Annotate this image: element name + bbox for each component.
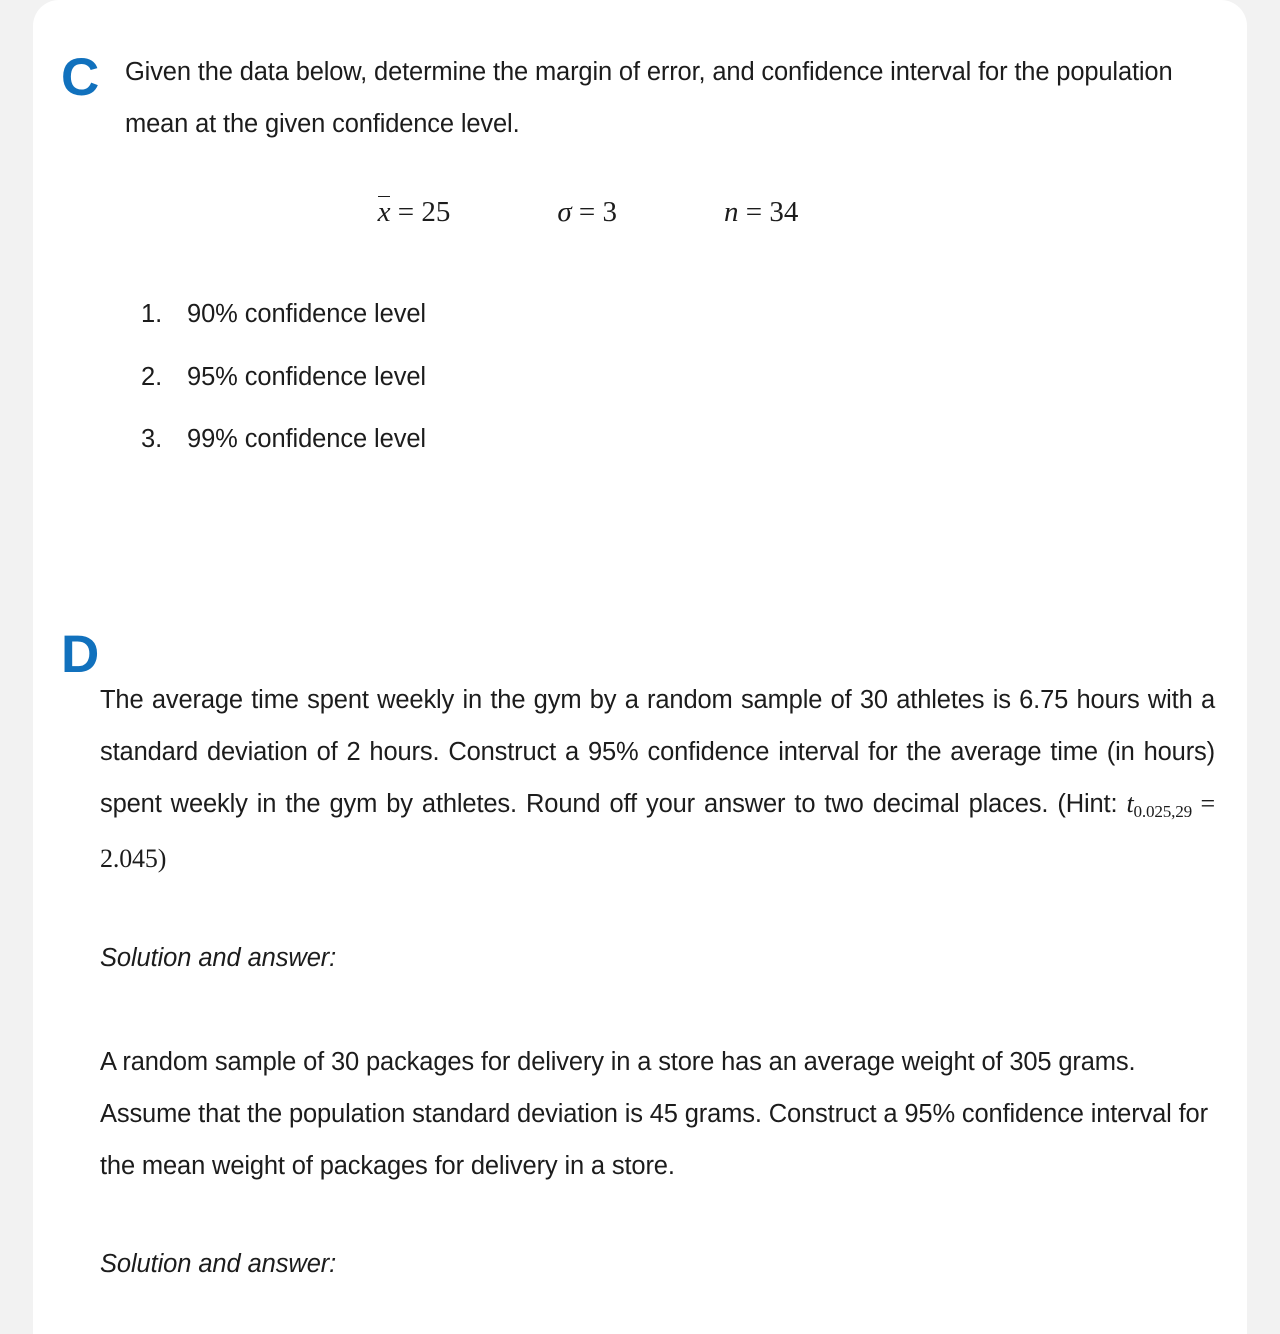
sigma-symbol: σ <box>557 196 572 228</box>
list-item-label: 90% confidence level <box>187 300 426 328</box>
sample-mean-equation: = 25 <box>397 196 451 228</box>
list-item <box>141 427 426 453</box>
solution-label-problem-2: Solution and answer: <box>100 1250 337 1278</box>
list-item-label: 95% confidence level <box>187 362 426 391</box>
confidence-level-list <box>141 302 426 490</box>
hint-t-value: = 2.045) <box>100 789 1215 873</box>
solution-label-problem-1: Solution and answer: <box>100 944 337 972</box>
n-equation: = 34 <box>745 196 799 228</box>
list-item-label: 99% confidence level <box>187 425 426 453</box>
section-d-problem-1 <box>100 674 1215 885</box>
list-item-number: 2. <box>141 362 163 391</box>
list-item <box>141 362 426 391</box>
document-card <box>33 0 1247 1334</box>
problem-1-body: The average time spent weekly in the gym by a random sample of 30 athletes is 6.75 hours with a standard deviation of 2 hours. Construct a 95% confidence interval for the average time (in hours) spent weekly in the gym by athletes. Round off your answer to two decimal places. (Hint: <box>100 686 1215 818</box>
section-c-letter: C <box>61 48 99 107</box>
list-item <box>141 302 426 328</box>
given-data-row <box>33 196 1143 229</box>
list-item-number: 1. <box>141 300 163 328</box>
given-sample-size <box>724 196 798 229</box>
hint-t-subscript: 0.025,29 <box>1133 802 1192 821</box>
section-c-prompt: Given the data below, determine the margin of error, and confidence interval for the population mean at the given confidence level. <box>125 58 1173 138</box>
given-sigma <box>557 196 617 229</box>
hint-t-statistic <box>1126 789 1192 821</box>
document-content <box>33 0 1247 1334</box>
given-sample-mean <box>378 196 451 229</box>
sample-mean-symbol: x <box>377 196 391 228</box>
section-d-problem-2: A random sample of 30 packages for delivery in a store has an average weight of 305 grams. Assume that the population standard deviation is 45 grams. Construct a 95% confidence interval for the mean weight of packages for delivery in a store. <box>100 1048 1208 1180</box>
n-symbol: n <box>724 196 739 228</box>
list-item-number: 3. <box>141 425 163 453</box>
sigma-equation: = 3 <box>578 196 618 228</box>
section-d-letter: D <box>61 625 99 684</box>
hint-t-symbol: t <box>1126 789 1134 818</box>
